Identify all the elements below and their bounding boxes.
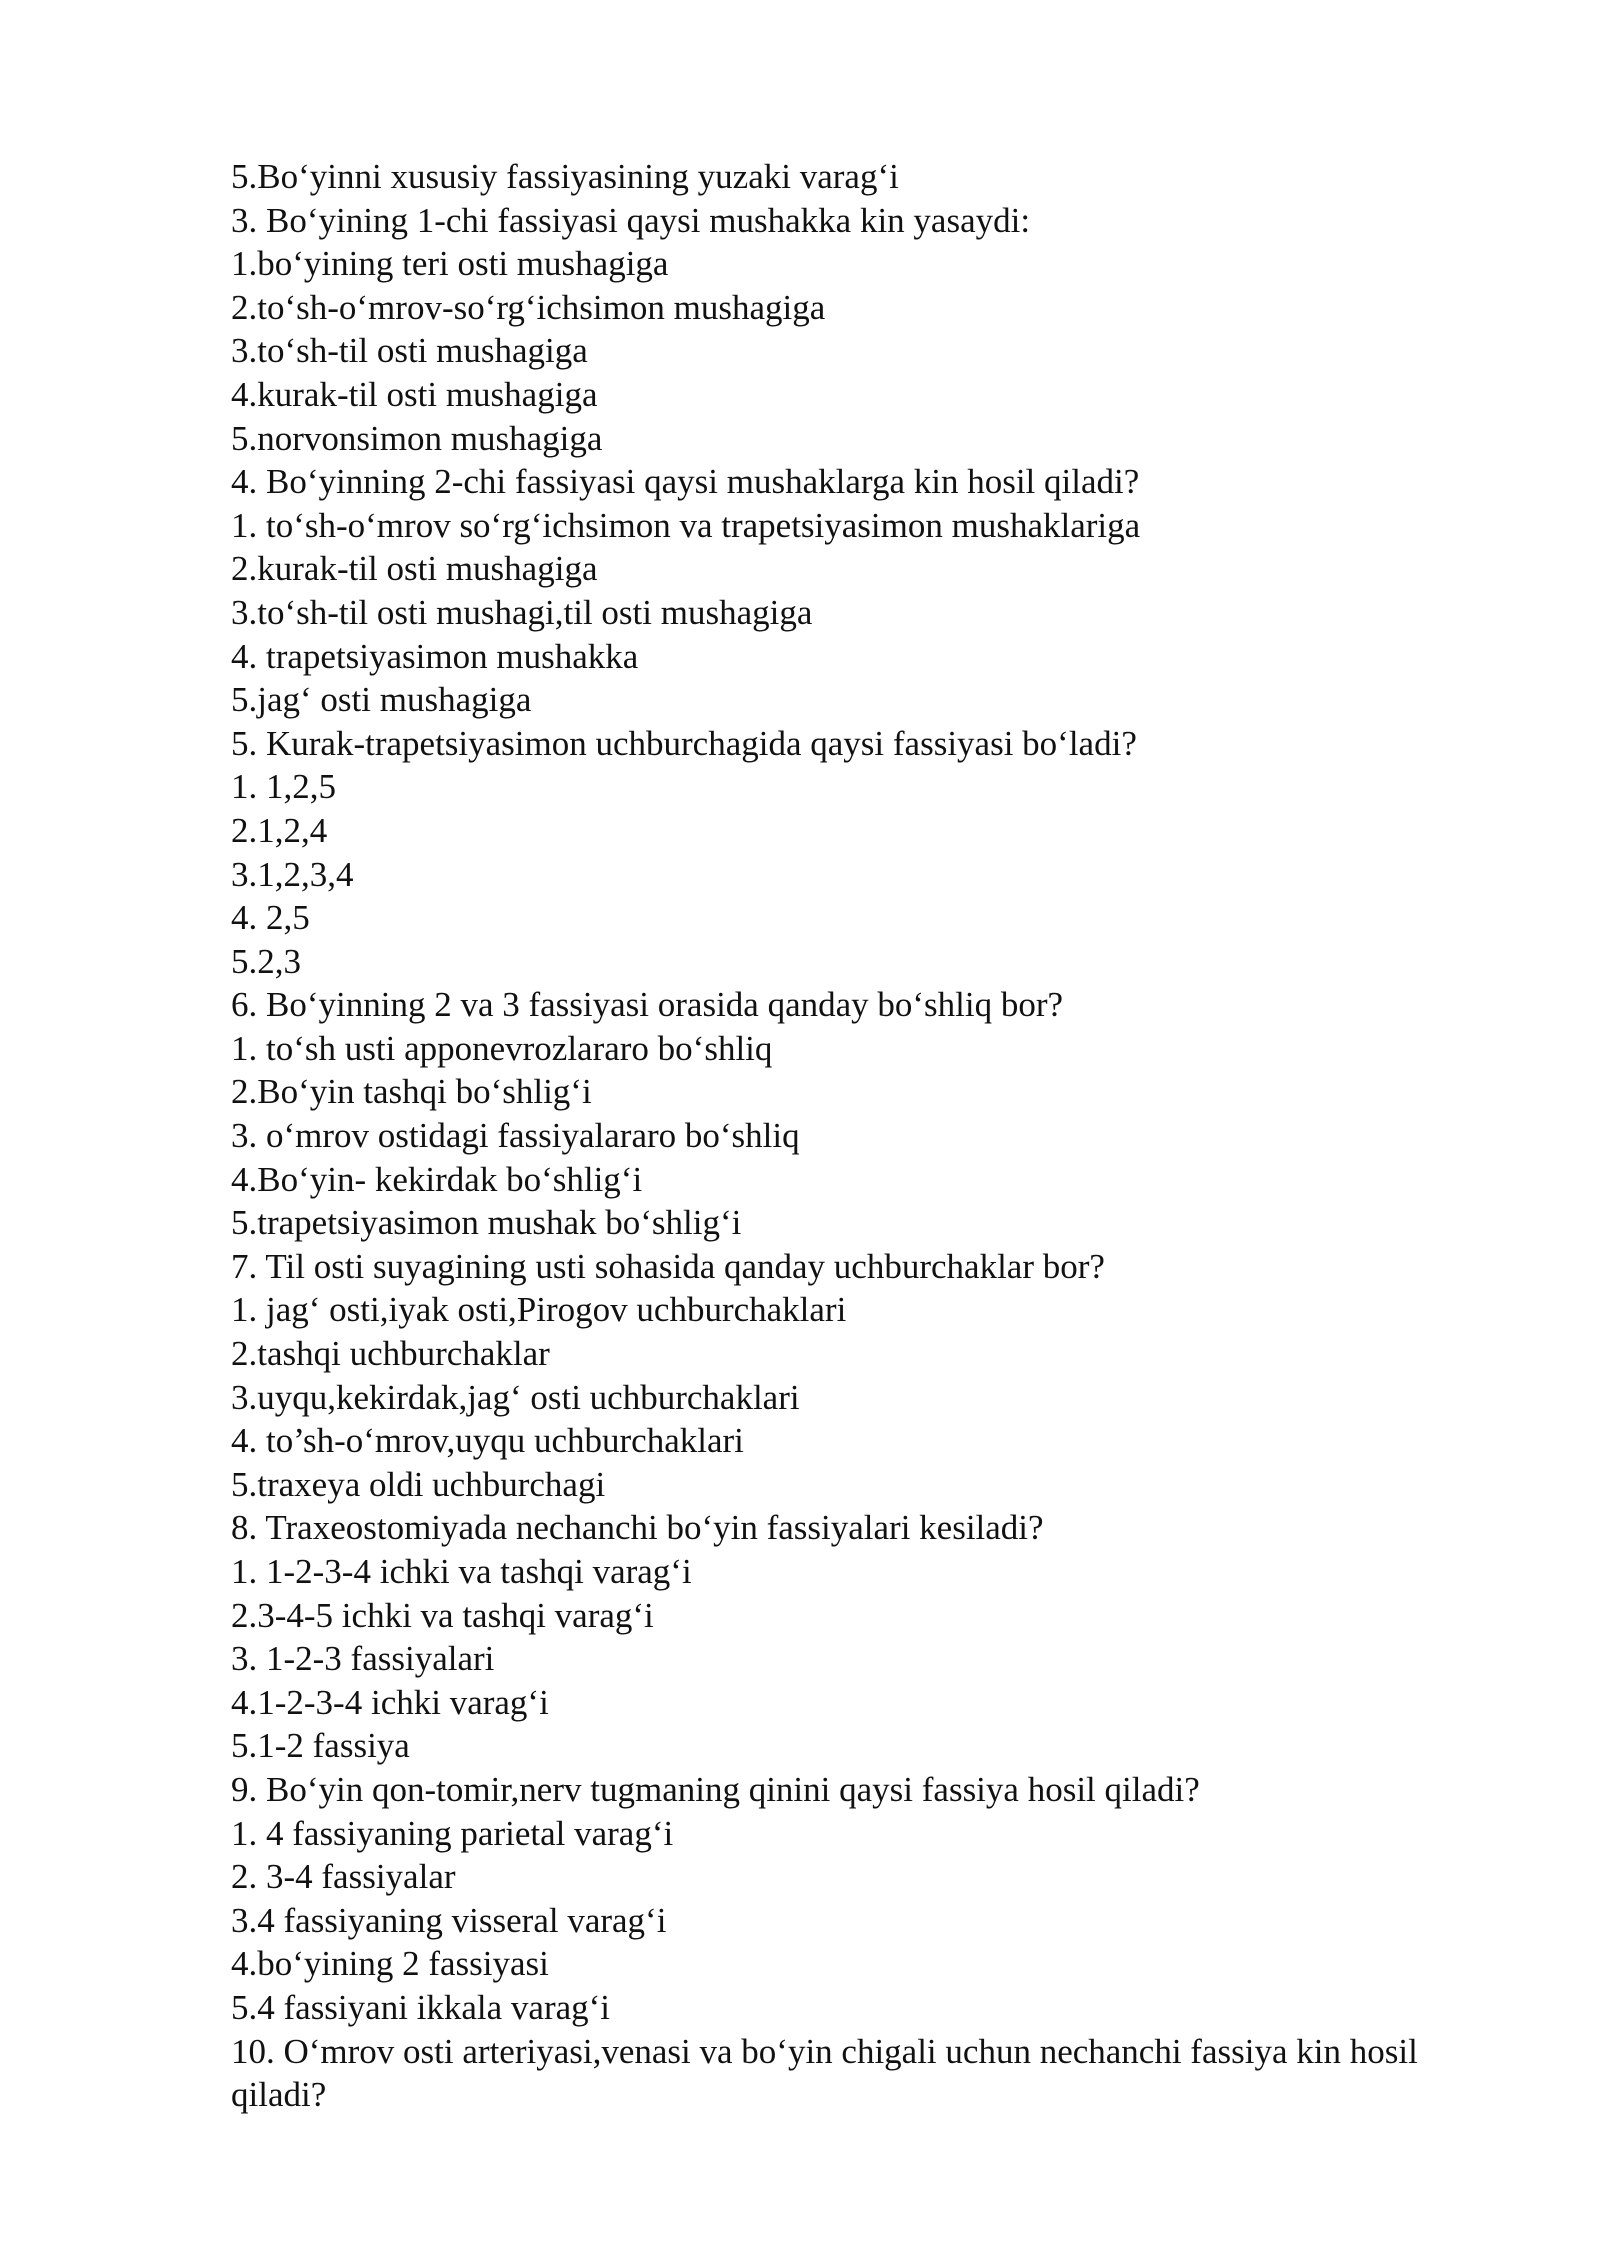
answer-option: 5.Bo‘yinni xususiy fassiyasining yuzaki varag‘i <box>231 157 899 196</box>
question-text-block <box>231 155 1451 2117</box>
answer-option: 1. 4 fassiyaning parietal varag‘i <box>231 1813 674 1853</box>
question-heading: 8. Traxeostomiyada nechanchi bo‘yin fassiyalari kesiladi? <box>231 1508 1044 1548</box>
answer-option: 5.traxeya oldi uchburchagi <box>231 1464 606 1504</box>
answer-option: 4.Bo‘yin- kekirdak bo‘shlig‘i <box>231 1159 643 1199</box>
answer-option: 5.1-2 fassiya <box>231 1726 410 1766</box>
question-heading: 7. Til osti suyagining usti sohasida qanday uchburchaklar bor? <box>231 1246 1105 1286</box>
question-heading: 4. Bo‘yinning 2-chi fassiyasi qaysi mushaklarga kin hosil qiladi? <box>231 462 1140 502</box>
answer-option: 3.4 fassiyaning visseral varag‘i <box>231 1900 667 1940</box>
answer-option: 4.kurak-til osti mushagiga <box>231 374 598 414</box>
answer-option: 3.to‘sh-til osti mushagiga <box>231 331 588 371</box>
answer-option: 1. jag‘ osti,iyak osti,Pirogov uchburchaklari <box>231 1290 847 1330</box>
answer-option: 2.Bo‘yin tashqi bo‘shlig‘i <box>231 1072 592 1112</box>
answer-option: 4. 2,5 <box>231 898 310 938</box>
answer-option: 2. 3-4 fassiyalar <box>231 1857 456 1897</box>
answer-option: 5.4 fassiyani ikkala varag‘i <box>231 1987 611 2027</box>
answer-option: 4. trapetsiyasimon mushakka <box>231 636 639 676</box>
question-heading: 10. O‘mrov osti arteriyasi,venasi va bo‘yin chigali uchun nechanchi fassiya kin hosil qiladi? <box>231 2031 1418 2115</box>
answer-option: 1. 1,2,5 <box>231 767 336 807</box>
question-heading: 3. Bo‘yining 1-chi fassiyasi qaysi mushakka kin yasaydi: <box>231 200 1031 240</box>
answer-option: 5.2,3 <box>231 941 301 981</box>
answer-option: 3. o‘mrov ostidagi fassiyalararo bo‘shliq <box>231 1116 800 1156</box>
answer-option: 1.bo‘yining teri osti mushagiga <box>231 244 669 284</box>
answer-option: 4.1-2-3-4 ichki varag‘i <box>231 1682 549 1722</box>
answer-option: 5.trapetsiyasimon mushak bo‘shlig‘i <box>231 1203 742 1243</box>
answer-option: 5.jag‘ osti mushagiga <box>231 680 532 720</box>
answer-option: 4.bo‘yining 2 fassiyasi <box>231 1944 549 1984</box>
answer-option: 4. to’sh-o‘mrov,uyqu uchburchaklari <box>231 1421 744 1461</box>
answer-option: 3. 1-2-3 fassiyalari <box>231 1639 495 1679</box>
answer-option: 2.to‘sh-o‘mrov-so‘rg‘ichsimon mushagiga <box>231 287 826 327</box>
answer-option: 1. 1-2-3-4 ichki va tashqi varag‘i <box>231 1552 692 1591</box>
answer-option: 2.1,2,4 <box>231 810 328 850</box>
answer-option: 1. to‘sh-o‘mrov so‘rg‘ichsimon va trapetsiyasimon mushaklariga <box>231 505 1141 545</box>
answer-option: 5.norvonsimon mushagiga <box>231 418 603 458</box>
question-heading: 6. Bo‘yinning 2 va 3 fassiyasi orasida qanday bo‘shliq bor? <box>231 985 1064 1025</box>
answer-option: 2.3-4-5 ichki va tashqi varag‘i <box>231 1595 654 1635</box>
question-heading: 5. Kurak-trapetsiyasimon uchburchagida qaysi fassiyasi bo‘ladi? <box>231 723 1137 763</box>
question-heading: 9. Bo‘yin qon-tomir,nerv tugmaning qinini qaysi fassiya hosil qiladi? <box>231 1769 1200 1809</box>
answer-option: 2.tashqi uchburchaklar <box>231 1334 550 1374</box>
answer-option: 2.kurak-til osti mushagiga <box>231 549 598 589</box>
answer-option: 1. to‘sh usti apponevrozlararo bo‘shliq <box>231 1028 773 1068</box>
answer-option: 3.to‘sh-til osti mushagi,til osti mushagiga <box>231 592 813 632</box>
answer-option: 3.1,2,3,4 <box>231 854 354 894</box>
answer-option: 3.uyqu,kekirdak,jag‘ osti uchburchaklari <box>231 1377 800 1417</box>
